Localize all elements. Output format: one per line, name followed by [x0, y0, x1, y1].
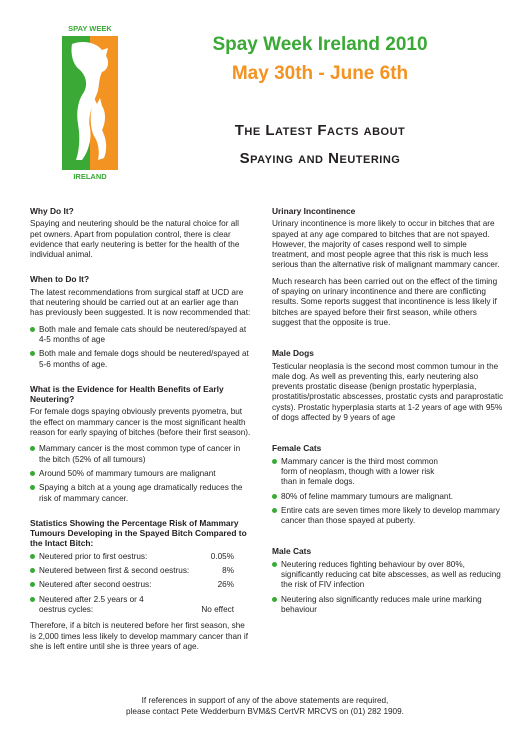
female-cats-heading: Female Cats [272, 443, 322, 454]
bullet-icon [272, 562, 277, 567]
right-column [272, 206, 504, 621]
stat-row: Neutered after 2.5 years or 4 oestrus cycles: No effect [30, 595, 252, 616]
urinary-heading: Urinary Incontinence [272, 206, 356, 216]
bullet-icon [30, 446, 35, 451]
footer-line-1: If references in support of any of the above statements are required, [141, 696, 389, 705]
male-dogs-text: Testicular neoplasia is the second most common tumour in the male dog. As well as preventing this, early neutering also prevents prostatic disease (benign prostatic hyperplasia, prostatitis/prostatic abscesses, prostatic cysts and paraprostatic cysts). Prostatic hyperplasia starts at 1-2 years of age with 95% of dogs affected by 9 years of age [272, 361, 504, 423]
bullet-icon [272, 597, 277, 602]
list-item: Both male and female cats should be neutered/spayed at 4-5 months of age [30, 325, 252, 346]
logo-bottom-text: IRELAND [73, 172, 107, 181]
bullet-icon [30, 554, 35, 559]
event-dates: May 30th - June 6th [231, 63, 409, 84]
list-item: Both male and female dogs should be neutered/spayed at 5-6 months of age. [30, 349, 252, 370]
list-item: Mammary cancer is the third most common form of neoplasm, though with a lower risk than in female dogs. [272, 457, 504, 488]
when-heading: When to Do It? [30, 274, 90, 285]
evidence-bullets [30, 444, 252, 503]
stat-row: Neutered prior to first oestrus: 0.05% [30, 552, 252, 562]
bullet-icon [30, 351, 35, 356]
stat-row: Neutered after second oestrus: 26% [30, 580, 252, 590]
when-bullets [30, 325, 252, 370]
list-item: Neutering also significantly reduces male urine marking behaviour [272, 595, 504, 616]
female-cats-bullets [272, 457, 504, 527]
evidence-heading: What is the Evidence for Health Benefits of Early Neutering? [30, 383, 224, 405]
male-cats-bullets [272, 560, 504, 615]
bullet-icon [30, 597, 35, 602]
dog-cat-silhouette-icon [62, 36, 118, 170]
urinary-text-2: Much research has been carried out on the effect of the timing of spaying on urinary incontinence and there are conflicting results. Some reports suggest that incontinence is less likely if bitches are spayed before their first season, while others suggest that the opposite is true. [272, 276, 498, 327]
list-item: Spaying a bitch at a young age dramatically reduces the risk of mammary cancer. [30, 483, 252, 504]
why-text: Spaying and neutering should be the natural choice for all pet owners. Apart from population control, there is clear evidence that early neutering is better for the health of the individual animal. [30, 219, 240, 260]
male-dogs-heading: Male Dogs [272, 348, 314, 359]
bullet-icon [30, 582, 35, 587]
why-heading: Why Do It? [30, 206, 74, 216]
bullet-icon [272, 508, 277, 513]
footer [100, 696, 430, 717]
list-item: Neutering reduces fighting behaviour by over 80%, significantly reducing cat bite abscesses, as well as reducing the risk of FIV infection [272, 560, 504, 591]
male-cats-heading: Male Cats [272, 546, 312, 557]
list-item: 80% of feline mammary tumours are malignant. [272, 492, 504, 502]
urinary-text-1: Urinary incontinence is more likely to occur in bitches that are spayed at any age compared to bitches that are not spayed. However, the majority of cases respond well to simple treatment, and most people agree that this risk is much less serious than the alternative risk of malignant mammary cancer. [272, 219, 500, 270]
list-item: Around 50% of mammary tumours are malignant [30, 469, 252, 479]
left-column [30, 206, 252, 658]
spay-week-logo [62, 22, 118, 184]
evidence-text: For female dogs spaying obviously prevents pyometra, but the effect on mammary cancer is the most significant health reason for early spaying of bitches (before their first season). [30, 407, 251, 438]
bullet-icon [30, 327, 35, 332]
bullet-icon [30, 471, 35, 476]
stats-list [30, 552, 252, 615]
bullet-icon [30, 568, 35, 573]
logo-top-text: SPAY WEEK [62, 22, 118, 36]
footer-line-2: please contact Pete Wedderburn BVM&S CertVR MRCVS on (01) 282 1909. [126, 706, 404, 716]
bullet-icon [272, 494, 277, 499]
page-title: Spay Week Ireland 2010 [212, 34, 428, 55]
stat-row: Neutered between first & second oestrus: 8% [30, 566, 252, 576]
bullet-icon [272, 459, 277, 464]
list-item: Entire cats are seven times more likely to develop mammary cancer than those spayed at puberty. [272, 506, 504, 527]
heading-line-2: Spaying and Neutering [239, 150, 401, 167]
heading-line-1: The Latest Facts about [234, 122, 406, 139]
list-item: Mammary cancer is the most common type of cancer in the bitch (52% of all tumours) [30, 444, 252, 465]
closing-text: Therefore, if a bitch is neutered before her first season, she is 2,000 times less likely to develop mammary cancer than if she is left entire until she is three years of age. [30, 621, 248, 651]
stats-heading: Statistics Showing the Percentage Risk of Mammary Tumours Developing in the Spayed Bitch Compared to the Intact Bitch: [30, 517, 247, 549]
bullet-icon [30, 485, 35, 490]
when-text: The latest recommendations from surgical staff at UCD are that neutering should be carried out at an earlier age than has previously been suggested. It is now recommended that: [30, 287, 251, 318]
